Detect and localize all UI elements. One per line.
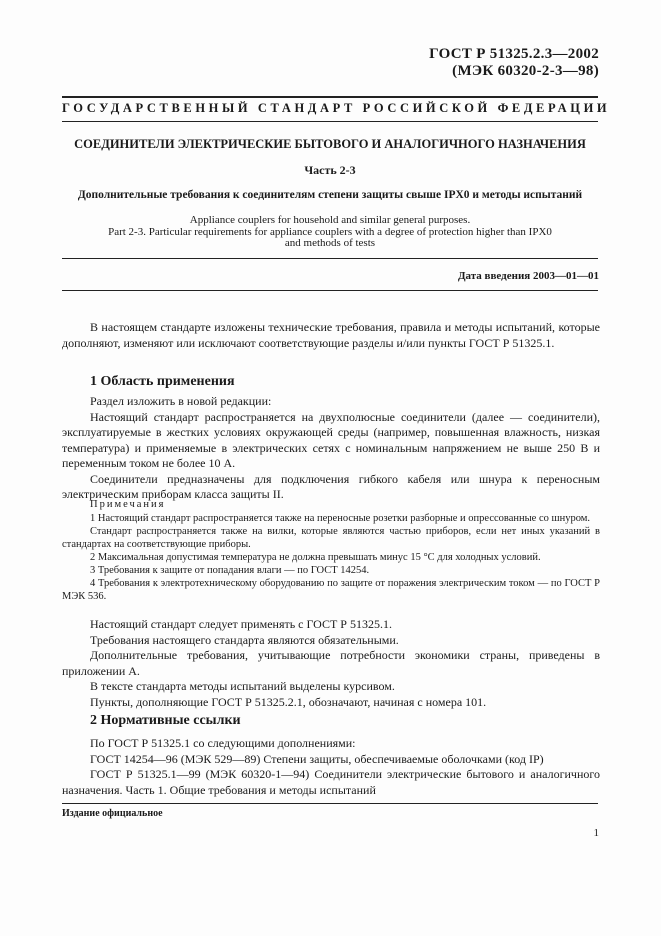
english-title-line: Appliance couplers for household and similar general purposes. — [189, 214, 471, 226]
english-title-line: Part 2-3. Particular requirements for appliance couplers with a degree of protection higher than IPX0 — [108, 225, 552, 238]
intro-paragraph — [62, 320, 600, 351]
note: 3 Требования к защите от попадания влаги — по ГОСТ 14254. — [90, 565, 370, 576]
edition-label: Издание официальное — [62, 808, 163, 819]
paragraph: Дополнительные требования, учитывающие потребности экономики страны, приведены в приложении А. — [62, 648, 600, 678]
note: 4 Требования к электротехническому оборудованию по защите от поражения электрическим током — по ГОСТ Р МЭК 536. — [62, 578, 600, 602]
introduction-date: Дата введения 2003—01—01 — [457, 270, 599, 282]
date-rule — [62, 290, 598, 291]
paragraph: Пункты, дополняющие ГОСТ Р 51325.2.1, обозначают, начиная с номера 101. — [90, 694, 487, 709]
state-standard-title: ГОСУДАРСТВЕННЫЙ СТАНДАРТ РОССИЙСКОЙ ФЕДЕРАЦИИ — [62, 101, 611, 115]
page-number: 1 — [593, 827, 599, 839]
header-rule-top — [62, 96, 598, 98]
paragraph: Требования настоящего стандарта являются обязательными. — [90, 632, 399, 647]
document-subtitle: Дополнительные требования к соединителям степени защиты свыше IPX0 и методы испытаний — [77, 189, 583, 201]
note: 2 Максимальная допустимая температура не должна превышать минус 15 °С для холодных условий. — [90, 552, 541, 563]
section-1-body-continued — [62, 617, 600, 710]
paragraph: Раздел изложить в новой редакции: — [90, 394, 272, 408]
notes-body — [62, 512, 600, 603]
section-1-heading: 1 Область применения — [90, 374, 235, 389]
section-2-body — [62, 736, 600, 798]
english-title — [62, 215, 598, 250]
paragraph: ГОСТ Р 51325.1—99 (МЭК 60320-1—94) Соединители электрические бытового и аналогичного назначения. Часть 1. Общие требования и методы испытаний — [62, 767, 600, 797]
paragraph: В тексте стандарта методы испытаний выделены курсивом. — [90, 679, 395, 693]
paragraph: По ГОСТ Р 51325.1 со следующими дополнениями: — [90, 736, 356, 750]
paragraph: Настоящий стандарт следует применять с ГОСТ Р 51325.1. — [90, 617, 392, 631]
note: Стандарт распространяется также на вилки, которые являются частью приборов, если нет иных указаний в стандартах на соответствующие приборы. — [62, 526, 600, 550]
header-rule-bottom — [62, 121, 598, 122]
paragraph: Настоящий стандарт распространяется на двухполюсные соединители (далее — соединители), эксплуатируемые в жестких условиях окружающей среды (например, повышенная влажность, низкая температура) и применяемые в электрических сетях с номинальным напряжением не выше 250 В и переменным током не более 10 А. — [62, 409, 600, 470]
iec-code: (МЭК 60320-2-3—98) — [452, 63, 599, 79]
note: 1 Настоящий стандарт распространяется также на переносные розетки разборные и опрессованные со шнуром. — [90, 513, 591, 524]
title-rule — [62, 258, 598, 259]
document-part: Часть 2-3 — [304, 163, 356, 177]
intro-text: В настоящем стандарте изложены технические требования, правила и методы испытаний, которые дополняют, изменяют или исключают соответствующие разделы и/или пункты ГОСТ Р 51325.1. — [62, 320, 600, 350]
notes-heading: Примечания — [90, 499, 166, 510]
document-title: СОЕДИНИТЕЛИ ЭЛЕКТРИЧЕСКИЕ БЫТОВОГО И АНАЛОГИЧНОГО НАЗНАЧЕНИЯ — [74, 137, 586, 151]
footer-rule — [62, 803, 598, 804]
paragraph: Соединители предназначены для подключения гибкого кабеля или шнура к переносным электрическим приборам класса защиты II. — [62, 471, 600, 501]
standard-code: ГОСТ Р 51325.2.3—2002 — [429, 46, 599, 62]
section-2-heading: 2 Нормативные ссылки — [90, 713, 241, 728]
standard-header — [299, 46, 599, 80]
paragraph: ГОСТ 14254—96 (МЭК 529—89) Степени защиты, обеспечиваемые оболочками (код IP) — [90, 751, 544, 766]
section-1-body — [62, 394, 600, 503]
english-title-line: and methods of tests — [284, 237, 376, 249]
